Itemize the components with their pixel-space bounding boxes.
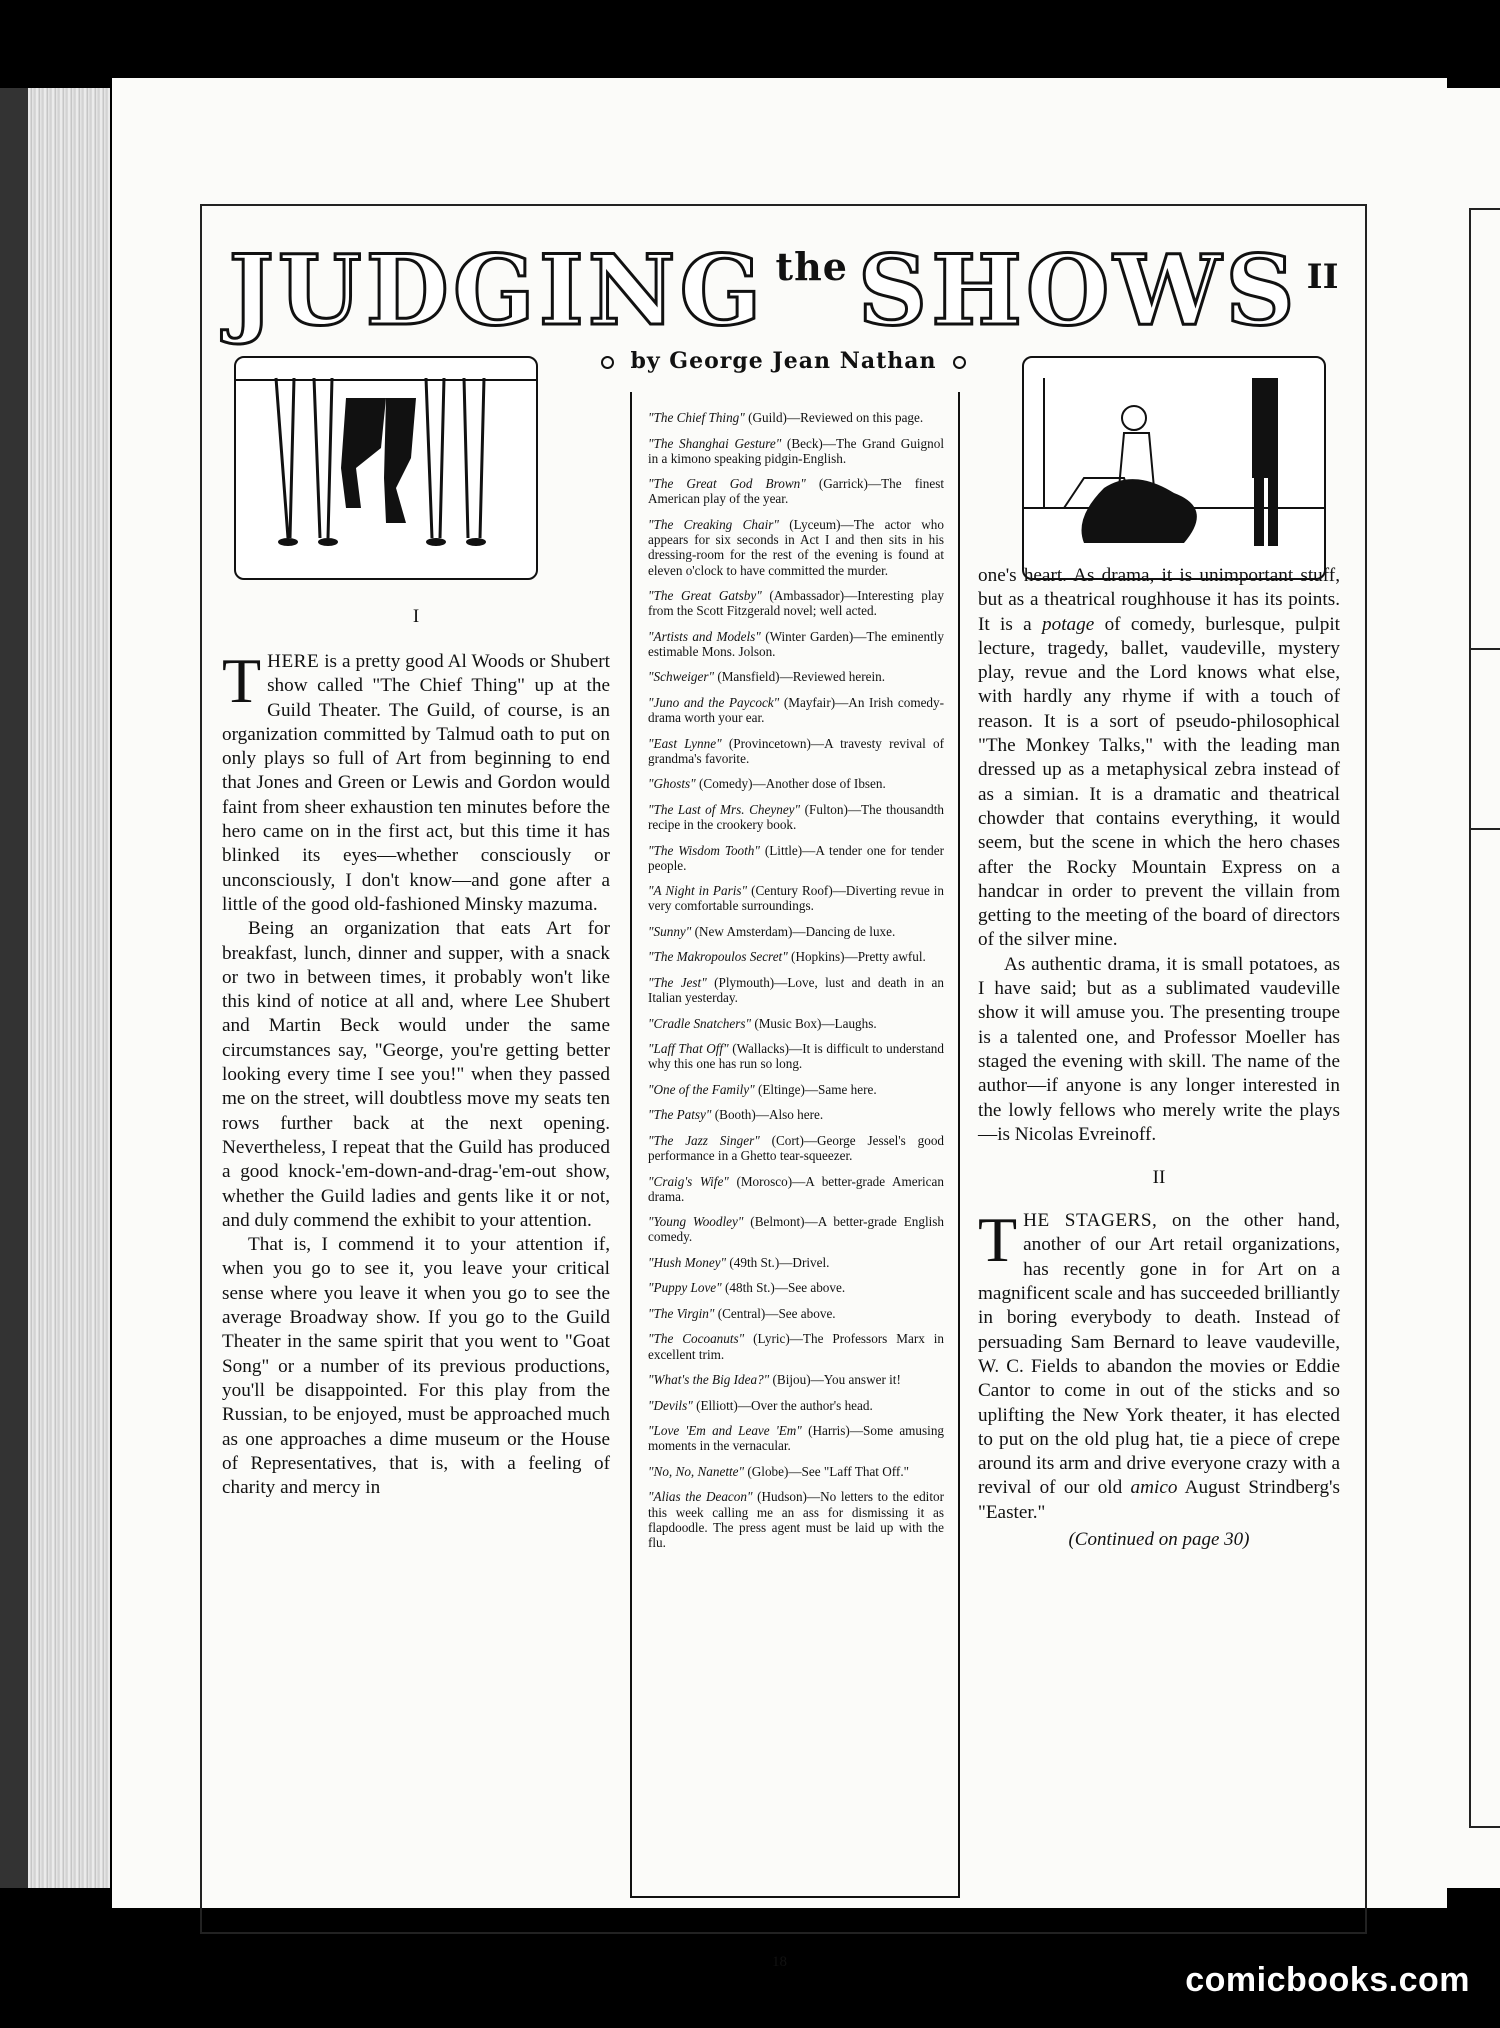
show-listing <box>648 949 944 964</box>
small-caps-lead: HERE <box>267 651 320 672</box>
show-listing <box>648 883 944 913</box>
watermark: comicbooks.com <box>1185 1961 1470 1999</box>
show-review: (Lyceum)—The actor who appears for six seconds in Act I and then sits in his dressing-room for the rest of the evening is found at eleven o'clock to have committed the murder. <box>648 516 944 578</box>
show-listing <box>648 1107 944 1122</box>
paragraph <box>978 1204 1340 1525</box>
show-listing <box>648 975 944 1005</box>
show-title: "Sunny" <box>648 923 692 939</box>
show-listing <box>648 1331 944 1361</box>
section-numeral-one: I <box>412 606 420 627</box>
show-review: (Music Box)—Laughs. <box>751 1015 877 1031</box>
show-review: (Fulton)—The thousandth recipe in the crookery book. <box>648 801 944 833</box>
show-title: "The Wisdom Tooth" <box>648 842 760 858</box>
show-review: (Cort)—George Jessel's good performance in a Ghetto tear-squeezer. <box>648 1132 945 1164</box>
show-listing <box>648 1280 944 1295</box>
show-listing <box>648 1016 944 1031</box>
show-review: (Beck)—The Grand Guignol in a kimono speaking pidgin-English. <box>648 435 944 466</box>
paragraph-text: on the other hand, another of our Art retail organizations, has recently gone in for Art on a magnificent scale and has succeeded brilliantly in boring everybody to death. Instead of persuading Sam Bernard to leave vaudeville, W. C. Fields to abandon the movies or Eddie Cantor to come in out of the sticks and so uplifting the New York theater, it has elected to put on the old plug hat, tie a piece of crepe around its arm and drive everyone crazy with a revival of our old <box>978 1210 1340 1499</box>
show-title: "The Makropoulos Secret" <box>648 949 788 965</box>
show-listing <box>648 1133 944 1163</box>
show-listing <box>648 1174 944 1204</box>
show-title: "Schweiger" <box>648 669 715 685</box>
show-listing <box>648 669 944 684</box>
show-review: (Hopkins)—Pretty awful. <box>787 949 926 965</box>
show-title: "Ghosts" <box>648 776 696 792</box>
show-listing <box>648 1398 944 1413</box>
paragraph <box>978 564 1340 953</box>
show-listing <box>648 476 944 506</box>
show-title: "The Last of Mrs. Cheyney" <box>648 801 801 817</box>
show-title: "Artists and Models" <box>648 628 761 644</box>
show-listing <box>648 1082 944 1097</box>
title-shows: SHOWS <box>857 234 1299 347</box>
show-review: (Elliott)—Over the author's head. <box>692 1397 873 1413</box>
show-review: (Morosco)—A better-grade American drama. <box>648 1173 944 1204</box>
show-title: "Juno and the Paycock" <box>648 694 780 710</box>
show-title: "What's the Big Idea?" <box>648 1372 770 1388</box>
drop-cap: T <box>222 645 262 716</box>
book-spine <box>0 88 28 1888</box>
right-column <box>978 564 1340 1551</box>
show-review: (Little)—A tender one for tender people. <box>648 842 944 873</box>
right-column-text-2 <box>978 1204 1340 1525</box>
show-listing <box>648 1255 944 1270</box>
seated-woman-illustration <box>1022 356 1326 580</box>
show-listing <box>648 736 944 766</box>
show-review: (Harris)—Some amusing moments in the vernacular. <box>648 1423 945 1454</box>
show-review: (Provincetown)—A travesty revival of grandma's favorite. <box>648 735 944 766</box>
show-title: "The Virgin" <box>648 1305 715 1321</box>
facing-page-edge <box>1447 88 1500 1888</box>
show-listing <box>648 1214 944 1244</box>
paragraph-text: one's heart. As drama, it is unimportant stuff, but as a theatrical roughhouse it has its points. It is a <box>978 565 1340 635</box>
paragraph-text: is a pretty good Al Woods or Shubert show called "The Chief Thing" up at the Guild Theater. The Guild, of course, is an organization committed by Talmud oath to put on only plays so full of Art from beginning to end that Jones and Green or Lewis and Gordon would faint from sheer exhaustion ten minutes before the hero came on in the first act, but this time it has blinked its eyes—whether consciously or unconsciously, I don't know—and gone after a little of the good old-fashioned Minsky mazuma. <box>222 651 610 915</box>
show-title: "Craig's Wife" <box>648 1173 729 1189</box>
show-title: "The Chief Thing" <box>648 410 745 425</box>
show-listing <box>648 1372 944 1387</box>
chorus-line-drawing <box>236 358 536 578</box>
show-title: "Laff That Off" <box>648 1041 729 1057</box>
ornament-dot-icon <box>601 356 614 369</box>
show-title: "The Great God Brown" <box>648 476 806 492</box>
show-listing <box>648 843 944 873</box>
paragraph-text: August Strindberg's "Easter." <box>978 1477 1340 1523</box>
show-title: "The Great Gatsby" <box>648 588 762 604</box>
show-listing <box>648 776 944 791</box>
show-listing <box>648 588 944 618</box>
paragraph: Being an organization that eats Art for breakfast, lunch, dinner and supper, with a snack or two in between times, it probably won't like this kind of notice at all and, where Lee Shubert and Martin Beck would under the same circumstances say, "George, you're getting better looking every time I see you!" when they passed me on the street, will doubtless move my seats ten rows further back at the next opening. Nevertheless, I repeat that the Guild has produced a good knock-'em-down-and-drag-'em-out show, whether the Guild ladies and gents like it or not, and duly commend the exhibit to your attention. <box>222 918 610 1231</box>
stage-scene-drawing <box>1024 358 1324 578</box>
right-column-text <box>978 564 1340 1147</box>
article-frame <box>200 204 1367 1934</box>
show-listing <box>648 1041 944 1071</box>
magazine-page <box>112 78 1447 1970</box>
show-title: "A Night in Paris" <box>648 883 748 899</box>
show-review: (Hudson)—No letters to the editor this week calling me an ass for dismissing it as flapdoodle. The press agent must be laid up with the flu. <box>648 1489 944 1550</box>
show-review: (Belmont)—A better-grade English comedy. <box>648 1214 945 1245</box>
paragraph <box>222 645 610 917</box>
section-numeral-two: II <box>1152 1167 1166 1189</box>
left-column <box>222 606 610 1500</box>
show-review: (Garrick)—The finest American play of the year. <box>648 476 944 507</box>
show-title: "East Lynne" <box>648 735 722 751</box>
show-title: "The Jazz Singer" <box>648 1132 760 1148</box>
show-title: "One of the Family" <box>648 1081 755 1097</box>
show-review: (Ambassador)—Interesting play from the Scott Fitzgerald novel; well acted. <box>648 588 944 619</box>
show-review: (Mansfield)—Reviewed herein. <box>714 669 886 685</box>
show-listing <box>648 1464 944 1479</box>
show-title: "Alias the Deacon" <box>648 1489 753 1505</box>
show-review: (Century Roof)—Diverting revue in very comfortable surroundings. <box>648 883 944 914</box>
title-the: the <box>775 244 848 289</box>
show-review: (New Amsterdam)—Dancing de luxe. <box>691 923 896 939</box>
show-review: (Booth)—Also here. <box>711 1107 824 1123</box>
show-listing <box>648 802 944 832</box>
show-listing <box>648 629 944 659</box>
left-column-text <box>222 645 610 1500</box>
show-title: "No, No, Nanette" <box>648 1463 745 1479</box>
show-review: (Central)—See above. <box>714 1305 836 1321</box>
show-review: (Guild)—Reviewed on this page. <box>744 410 924 425</box>
show-review: (Lyric)—The Professors Marx in excellent trim. <box>648 1331 944 1362</box>
italic-word: potage <box>1042 613 1095 635</box>
show-title: "Love 'Em and Leave 'Em" <box>648 1423 802 1439</box>
show-title: "The Cocoanuts" <box>648 1331 745 1347</box>
byline-text: by George Jean Nathan <box>630 348 937 374</box>
show-title: "The Shanghai Gesture" <box>648 435 782 451</box>
italic-word: amico <box>1130 1477 1178 1499</box>
show-listing <box>648 410 944 425</box>
show-title: "Young Woodley" <box>648 1214 744 1230</box>
show-review: (Plymouth)—Love, lust and death in an Italian yesterday. <box>648 974 944 1006</box>
show-review: (Mayfair)—An Irish comedy-drama worth your ear. <box>648 694 945 726</box>
show-review: (Comedy)—Another dose of Ibsen. <box>695 776 886 792</box>
show-title: "Hush Money" <box>648 1254 727 1270</box>
paragraph: That is, I commend it to your attention if, when you go to see it, you leave your critical sense where you leave it when you go to see the average Broadway show. If you go to the Guild Theater in the same spirit that you went to "Goat Song" or a number of its previous productions, you'll be disappointed. For this play from the Russian, to be enjoyed, must be approached much as one approaches a dime museum or the House of Representatives, that is, with a feeling of charity and mercy in <box>222 1234 610 1499</box>
show-listing <box>648 517 944 578</box>
title-numeral: II <box>1306 257 1339 297</box>
continued-note: (Continued on page 30) <box>1068 1528 1250 1550</box>
show-title: "The Jest" <box>648 974 707 990</box>
show-listing <box>648 436 944 466</box>
show-review: (Bijou)—You answer it! <box>769 1372 901 1388</box>
page-number: 18 <box>772 1954 787 1970</box>
show-title: "The Patsy" <box>648 1107 712 1123</box>
paragraph: As authentic drama, it is small potatoes, as I have said; but as a sublimated vaudeville show it will amuse you. The presenting troupe is a talented one, and Professor Moeller has staged the evening with skill. The name of the author—if anyone is any longer interested in the lowly fellows who merely write the plays—is Nicolas Evreinoff. <box>978 953 1340 1145</box>
show-listing <box>648 1423 944 1453</box>
show-review: (Wallacks)—It is difficult to understand why this one has run so long. <box>648 1041 944 1072</box>
show-review: (Eltinge)—Same here. <box>754 1081 877 1097</box>
show-title: "Devils" <box>648 1397 693 1413</box>
paragraph-text: of comedy, burlesque, pulpit lecture, tragedy, ballet, vaudeville, mystery play, revue and the Lord knows what else, with hardly any rhyme if with a touch of reason. It is a sort of pseudo-philosophical "The Monkey Talks," with the leading man dressed up as a metaphysical zebra instead of as a simian. It is a dramatic and theatrical chowder that contains everything, it would seem, but the scene in which the hero chases after the Rocky Mountain Express on a handcar in order to prevent the villain from getting to the meeting of the board of directors of the silver mine. <box>978 613 1340 951</box>
show-listing <box>648 695 944 725</box>
article-title <box>202 236 1365 346</box>
chorus-line-illustration <box>234 356 538 580</box>
ornament-dot-icon <box>953 356 966 369</box>
show-listing <box>648 1489 944 1550</box>
show-review: (Winter Garden)—The eminently estimable Mons. Jolson. <box>648 628 945 659</box>
current-shows-list <box>630 392 960 1898</box>
show-title: "Cradle Snatchers" <box>648 1015 752 1031</box>
drop-cap: T <box>978 1204 1018 1276</box>
show-listing <box>648 1306 944 1321</box>
show-review: (49th St.)—Drivel. <box>726 1254 830 1270</box>
title-judging: JUDGING <box>228 234 766 347</box>
show-review: (48th St.)—See above. <box>721 1280 846 1296</box>
show-listing <box>648 924 944 939</box>
small-caps-lead: HE STAGERS, <box>1023 1210 1158 1232</box>
show-review: (Globe)—See "Laff That Off." <box>744 1463 910 1479</box>
show-title: "Puppy Love" <box>648 1280 722 1296</box>
show-title: "The Creaking Chair" <box>648 516 779 532</box>
